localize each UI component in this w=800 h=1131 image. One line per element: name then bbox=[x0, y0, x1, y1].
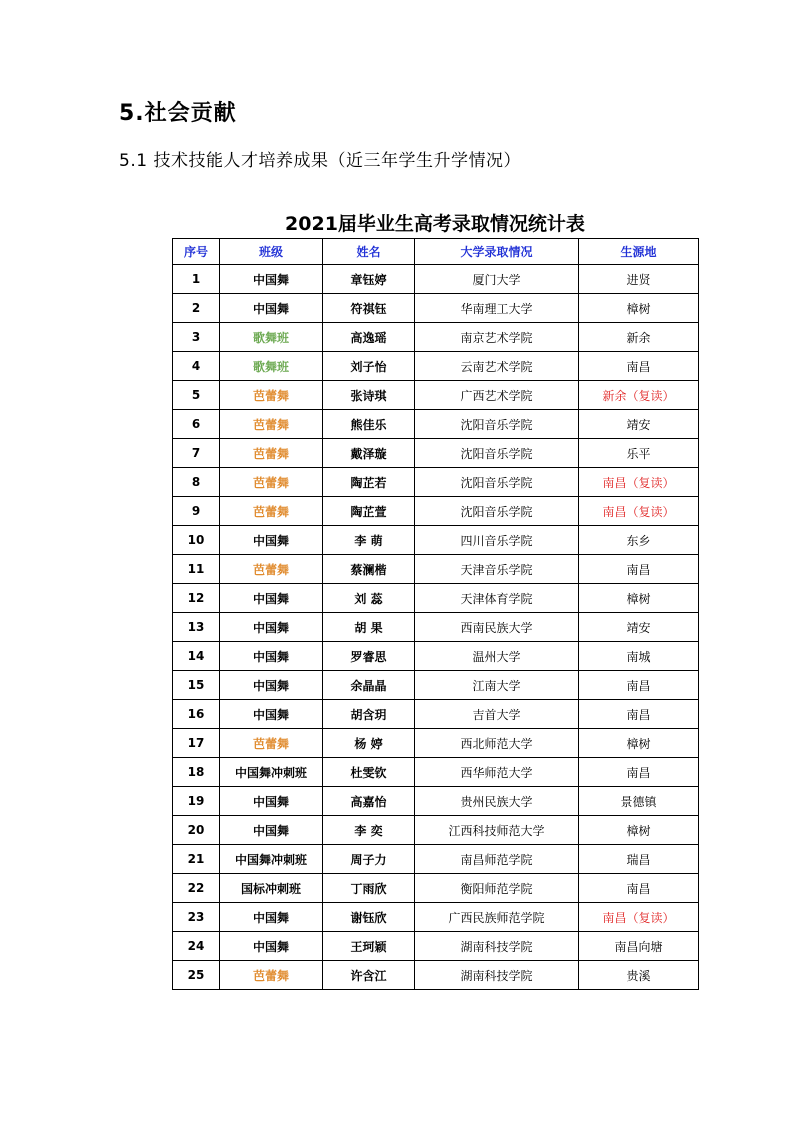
university-cell: 广西艺术学院 bbox=[415, 381, 579, 410]
university-cell: 厦门大学 bbox=[415, 265, 579, 294]
table-row bbox=[173, 410, 699, 439]
row-number: 14 bbox=[173, 642, 220, 671]
student-name: 李 奕 bbox=[323, 816, 415, 845]
table-row bbox=[173, 468, 699, 497]
row-number: 11 bbox=[173, 555, 220, 584]
origin-cell: 靖安 bbox=[579, 410, 699, 439]
header-no: 序号 bbox=[173, 239, 220, 265]
table-row bbox=[173, 323, 699, 352]
row-number: 13 bbox=[173, 613, 220, 642]
student-name: 熊佳乐 bbox=[323, 410, 415, 439]
class-cell: 中国舞 bbox=[220, 584, 323, 613]
class-cell: 中国舞 bbox=[220, 787, 323, 816]
university-cell: 西南民族大学 bbox=[415, 613, 579, 642]
table-row bbox=[173, 555, 699, 584]
university-cell: 云南艺术学院 bbox=[415, 352, 579, 381]
origin-cell: 南昌向塘 bbox=[579, 932, 699, 961]
university-cell: 贵州民族大学 bbox=[415, 787, 579, 816]
table-row bbox=[173, 729, 699, 758]
table-row bbox=[173, 613, 699, 642]
origin-cell: 乐平 bbox=[579, 439, 699, 468]
university-cell: 西北师范大学 bbox=[415, 729, 579, 758]
class-cell: 芭蕾舞 bbox=[220, 497, 323, 526]
row-number: 10 bbox=[173, 526, 220, 555]
student-name: 王珂颖 bbox=[323, 932, 415, 961]
university-cell: 沈阳音乐学院 bbox=[415, 497, 579, 526]
student-name: 戴泽璇 bbox=[323, 439, 415, 468]
row-number: 21 bbox=[173, 845, 220, 874]
table-row bbox=[173, 874, 699, 903]
row-number: 1 bbox=[173, 265, 220, 294]
class-cell: 中国舞 bbox=[220, 932, 323, 961]
class-cell: 芭蕾舞 bbox=[220, 555, 323, 584]
class-cell: 中国舞 bbox=[220, 816, 323, 845]
class-cell: 芭蕾舞 bbox=[220, 410, 323, 439]
class-cell: 中国舞 bbox=[220, 265, 323, 294]
student-name: 章钰婷 bbox=[323, 265, 415, 294]
header-origin: 生源地 bbox=[579, 239, 699, 265]
origin-cell: 贵溪 bbox=[579, 961, 699, 990]
origin-cell: 景德镇 bbox=[579, 787, 699, 816]
class-cell: 中国舞 bbox=[220, 613, 323, 642]
student-name: 符祺钰 bbox=[323, 294, 415, 323]
university-cell: 江西科技师范大学 bbox=[415, 816, 579, 845]
student-name: 胡含玥 bbox=[323, 700, 415, 729]
table-row bbox=[173, 700, 699, 729]
student-name: 胡 果 bbox=[323, 613, 415, 642]
origin-cell: 进贤 bbox=[579, 265, 699, 294]
row-number: 8 bbox=[173, 468, 220, 497]
header-name: 姓名 bbox=[323, 239, 415, 265]
class-cell: 歌舞班 bbox=[220, 323, 323, 352]
class-cell: 芭蕾舞 bbox=[220, 729, 323, 758]
origin-cell: 新余（复读） bbox=[579, 381, 699, 410]
origin-cell: 南昌 bbox=[579, 700, 699, 729]
university-cell: 华南理工大学 bbox=[415, 294, 579, 323]
class-cell: 中国舞 bbox=[220, 526, 323, 555]
origin-cell: 新余 bbox=[579, 323, 699, 352]
origin-cell: 南昌 bbox=[579, 555, 699, 584]
table-row bbox=[173, 816, 699, 845]
table-row bbox=[173, 497, 699, 526]
origin-cell: 樟树 bbox=[579, 294, 699, 323]
table-row bbox=[173, 671, 699, 700]
row-number: 4 bbox=[173, 352, 220, 381]
class-cell: 芭蕾舞 bbox=[220, 961, 323, 990]
row-number: 2 bbox=[173, 294, 220, 323]
row-number: 17 bbox=[173, 729, 220, 758]
origin-cell: 樟树 bbox=[579, 729, 699, 758]
student-name: 丁雨欣 bbox=[323, 874, 415, 903]
table-row bbox=[173, 265, 699, 294]
table-body bbox=[173, 265, 699, 990]
origin-cell: 樟树 bbox=[579, 584, 699, 613]
header-class: 班级 bbox=[220, 239, 323, 265]
class-cell: 中国舞 bbox=[220, 700, 323, 729]
origin-cell: 靖安 bbox=[579, 613, 699, 642]
class-cell: 芭蕾舞 bbox=[220, 468, 323, 497]
university-cell: 天津音乐学院 bbox=[415, 555, 579, 584]
student-name: 罗睿思 bbox=[323, 642, 415, 671]
table-title: 2021届毕业生高考录取情况统计表 bbox=[285, 213, 585, 235]
university-cell: 吉首大学 bbox=[415, 700, 579, 729]
university-cell: 南昌师范学院 bbox=[415, 845, 579, 874]
origin-cell: 南城 bbox=[579, 642, 699, 671]
class-cell: 中国舞 bbox=[220, 294, 323, 323]
university-cell: 西华师范大学 bbox=[415, 758, 579, 787]
university-cell: 沈阳音乐学院 bbox=[415, 439, 579, 468]
university-cell: 四川音乐学院 bbox=[415, 526, 579, 555]
row-number: 22 bbox=[173, 874, 220, 903]
row-number: 18 bbox=[173, 758, 220, 787]
row-number: 15 bbox=[173, 671, 220, 700]
row-number: 3 bbox=[173, 323, 220, 352]
row-number: 12 bbox=[173, 584, 220, 613]
origin-cell: 南昌（复读） bbox=[579, 497, 699, 526]
class-cell: 国标冲刺班 bbox=[220, 874, 323, 903]
origin-cell: 樟树 bbox=[579, 816, 699, 845]
student-name: 谢钰欣 bbox=[323, 903, 415, 932]
student-name: 余晶晶 bbox=[323, 671, 415, 700]
origin-cell: 南昌 bbox=[579, 352, 699, 381]
class-cell: 中国舞冲刺班 bbox=[220, 758, 323, 787]
table-row bbox=[173, 932, 699, 961]
section-heading: 5.社会贡献 bbox=[119, 101, 237, 126]
class-cell: 中国舞 bbox=[220, 671, 323, 700]
class-cell: 芭蕾舞 bbox=[220, 439, 323, 468]
student-name: 李 萌 bbox=[323, 526, 415, 555]
student-name: 杨 婷 bbox=[323, 729, 415, 758]
class-cell: 歌舞班 bbox=[220, 352, 323, 381]
university-cell: 南京艺术学院 bbox=[415, 323, 579, 352]
student-name: 陶芷若 bbox=[323, 468, 415, 497]
row-number: 9 bbox=[173, 497, 220, 526]
origin-cell: 瑞昌 bbox=[579, 845, 699, 874]
class-cell: 中国舞 bbox=[220, 642, 323, 671]
table-row bbox=[173, 526, 699, 555]
table-row bbox=[173, 903, 699, 932]
university-cell: 沈阳音乐学院 bbox=[415, 468, 579, 497]
table-row bbox=[173, 294, 699, 323]
origin-cell: 南昌 bbox=[579, 671, 699, 700]
table-row bbox=[173, 642, 699, 671]
origin-cell: 南昌（复读） bbox=[579, 903, 699, 932]
university-cell: 天津体育学院 bbox=[415, 584, 579, 613]
student-name: 刘 蕊 bbox=[323, 584, 415, 613]
student-name: 高逸瑶 bbox=[323, 323, 415, 352]
table-row bbox=[173, 961, 699, 990]
table-row bbox=[173, 584, 699, 613]
student-name: 杜雯钦 bbox=[323, 758, 415, 787]
table-row bbox=[173, 352, 699, 381]
table-row bbox=[173, 381, 699, 410]
origin-cell: 南昌（复读） bbox=[579, 468, 699, 497]
student-name: 高嘉怡 bbox=[323, 787, 415, 816]
table-row bbox=[173, 439, 699, 468]
row-number: 24 bbox=[173, 932, 220, 961]
row-number: 25 bbox=[173, 961, 220, 990]
origin-cell: 南昌 bbox=[579, 874, 699, 903]
class-cell: 中国舞 bbox=[220, 903, 323, 932]
university-cell: 湖南科技学院 bbox=[415, 961, 579, 990]
university-cell: 江南大学 bbox=[415, 671, 579, 700]
university-cell: 湖南科技学院 bbox=[415, 932, 579, 961]
table-row bbox=[173, 787, 699, 816]
table-header-row bbox=[173, 239, 699, 265]
subsection-heading: 5.1 技术技能人才培养成果（近三年学生升学情况） bbox=[119, 151, 521, 171]
student-name: 周子力 bbox=[323, 845, 415, 874]
row-number: 7 bbox=[173, 439, 220, 468]
row-number: 6 bbox=[173, 410, 220, 439]
student-name: 张诗琪 bbox=[323, 381, 415, 410]
row-number: 19 bbox=[173, 787, 220, 816]
row-number: 23 bbox=[173, 903, 220, 932]
university-cell: 温州大学 bbox=[415, 642, 579, 671]
header-university: 大学录取情况 bbox=[415, 239, 579, 265]
origin-cell: 南昌 bbox=[579, 758, 699, 787]
student-name: 许含江 bbox=[323, 961, 415, 990]
university-cell: 沈阳音乐学院 bbox=[415, 410, 579, 439]
row-number: 5 bbox=[173, 381, 220, 410]
class-cell: 中国舞冲刺班 bbox=[220, 845, 323, 874]
student-name: 刘子怡 bbox=[323, 352, 415, 381]
row-number: 16 bbox=[173, 700, 220, 729]
row-number: 20 bbox=[173, 816, 220, 845]
class-cell: 芭蕾舞 bbox=[220, 381, 323, 410]
student-name: 蔡澜楷 bbox=[323, 555, 415, 584]
university-cell: 衡阳师范学院 bbox=[415, 874, 579, 903]
origin-cell: 东乡 bbox=[579, 526, 699, 555]
table-row bbox=[173, 758, 699, 787]
university-cell: 广西民族师范学院 bbox=[415, 903, 579, 932]
student-name: 陶芷萱 bbox=[323, 497, 415, 526]
table-row bbox=[173, 845, 699, 874]
admission-table bbox=[172, 238, 699, 990]
